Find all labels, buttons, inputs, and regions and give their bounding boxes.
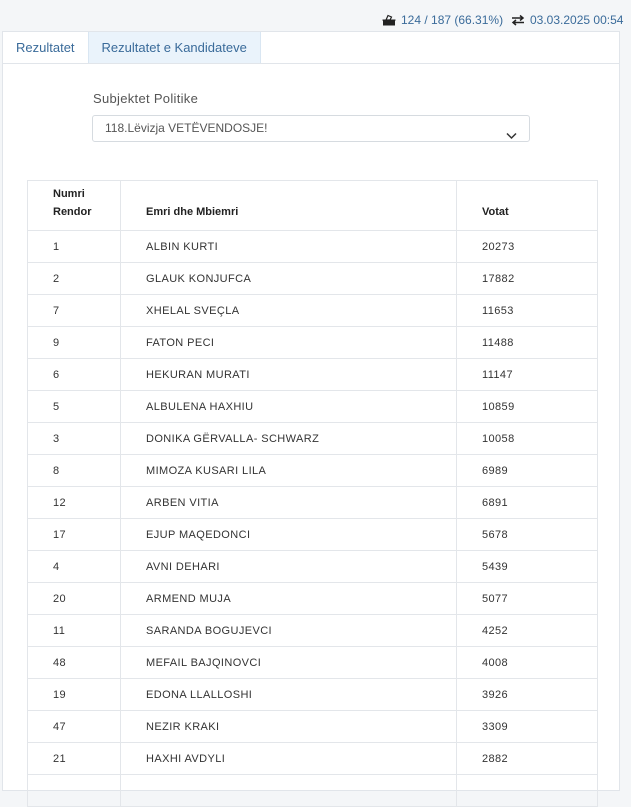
cell-votes: 10058 [457, 423, 598, 455]
cell-rank [28, 775, 121, 807]
cell-rank: 2 [28, 263, 121, 295]
column-header-votes: Votat [457, 181, 598, 231]
table-row [28, 455, 598, 487]
cell-votes: 20273 [457, 231, 598, 263]
cell-name: AVNI DEHARI [121, 551, 457, 583]
party-select-value: 118.Lëvizja VETËVENDOSJE! [105, 121, 268, 135]
cell-votes: 5439 [457, 551, 598, 583]
cell-name: EDONA LLALLOSHI [121, 679, 457, 711]
table-row [28, 615, 598, 647]
cell-rank: 48 [28, 647, 121, 679]
table-row [28, 583, 598, 615]
cell-votes: 11147 [457, 359, 598, 391]
cell-votes: 11488 [457, 327, 598, 359]
cell-name: GLAUK KONJUFCA [121, 263, 457, 295]
table-row [28, 231, 598, 263]
table-row [28, 263, 598, 295]
cell-rank: 7 [28, 295, 121, 327]
table-row [28, 551, 598, 583]
tab-rezultatet[interactable]: Rezultatet [16, 40, 75, 55]
cell-votes: 5077 [457, 583, 598, 615]
results-card [2, 31, 620, 791]
cell-rank: 5 [28, 391, 121, 423]
cell-rank: 47 [28, 711, 121, 743]
table-row [28, 711, 598, 743]
cell-name: SARANDA BOGUJEVCI [121, 615, 457, 647]
cell-name: ALBULENA HAXHIU [121, 391, 457, 423]
cell-name: HEKURAN MURATI [121, 359, 457, 391]
cell-rank: 8 [28, 455, 121, 487]
cell-votes: 2882 [457, 743, 598, 775]
top-status-bar [0, 0, 631, 32]
cell-votes: 4008 [457, 647, 598, 679]
column-header-name: Emri dhe Mbiemri [121, 181, 457, 231]
cell-rank: 20 [28, 583, 121, 615]
cell-votes: 4252 [457, 615, 598, 647]
candidates-table-wrapper [27, 180, 597, 807]
cell-name: ARBEN VITIA [121, 487, 457, 519]
cell-rank: 3 [28, 423, 121, 455]
cell-votes: 3926 [457, 679, 598, 711]
last-updated [511, 13, 623, 27]
cell-name: ARMEND MUJA [121, 583, 457, 615]
cell-votes: 17882 [457, 263, 598, 295]
table-row [28, 423, 598, 455]
table-row [28, 743, 598, 775]
table-row [28, 647, 598, 679]
cell-name: ALBIN KURTI [121, 231, 457, 263]
cell-rank: 4 [28, 551, 121, 583]
cell-votes: 10859 [457, 391, 598, 423]
updated-text: 03.03.2025 00:54 [530, 13, 624, 27]
table-row [28, 295, 598, 327]
cell-name: HAXHI AVDYLI [121, 743, 457, 775]
cell-name: EJUP MAQEDONCI [121, 519, 457, 551]
table-row [28, 519, 598, 551]
cell-rank: 6 [28, 359, 121, 391]
cell-rank: 19 [28, 679, 121, 711]
cell-name: MIMOZA KUSARI LILA [121, 455, 457, 487]
cell-name: XHELAL SVEÇLA [121, 295, 457, 327]
cell-rank: 12 [28, 487, 121, 519]
cell-rank: 1 [28, 231, 121, 263]
cell-rank: 9 [28, 327, 121, 359]
party-select[interactable] [92, 115, 530, 142]
column-header-rank: Numri Rendor [28, 181, 121, 231]
ballot-box-icon [382, 14, 396, 26]
stations-counted [382, 13, 503, 27]
cell-name [121, 775, 457, 807]
cell-rank: 17 [28, 519, 121, 551]
candidates-table [27, 180, 598, 807]
table-row [28, 359, 598, 391]
cell-name: NEZIR KRAKI [121, 711, 457, 743]
cell-votes: 5678 [457, 519, 598, 551]
cell-votes: 3309 [457, 711, 598, 743]
stations-text: 124 / 187 (66.31%) [401, 13, 504, 27]
party-filter-label: Subjektet Politike [93, 91, 199, 106]
tab-bar [3, 32, 619, 64]
tab-rezultatet-e-kandidateve[interactable]: Rezultatet e Kandidateve [88, 32, 261, 63]
table-row [28, 327, 598, 359]
chevron-down-icon [506, 124, 517, 149]
cell-rank: 11 [28, 615, 121, 647]
cell-votes: 6891 [457, 487, 598, 519]
cell-name: MEFAIL BAJQINOVCI [121, 647, 457, 679]
table-header-row [28, 181, 598, 231]
cell-name: DONIKA GËRVALLA- SCHWARZ [121, 423, 457, 455]
cell-votes: 6989 [457, 455, 598, 487]
cell-votes: 11653 [457, 295, 598, 327]
table-row [28, 679, 598, 711]
cell-name: FATON PECI [121, 327, 457, 359]
table-row [28, 487, 598, 519]
sync-arrows-icon [511, 14, 525, 26]
cell-votes [457, 775, 598, 807]
cell-rank: 21 [28, 743, 121, 775]
table-row [28, 775, 598, 807]
table-row [28, 391, 598, 423]
